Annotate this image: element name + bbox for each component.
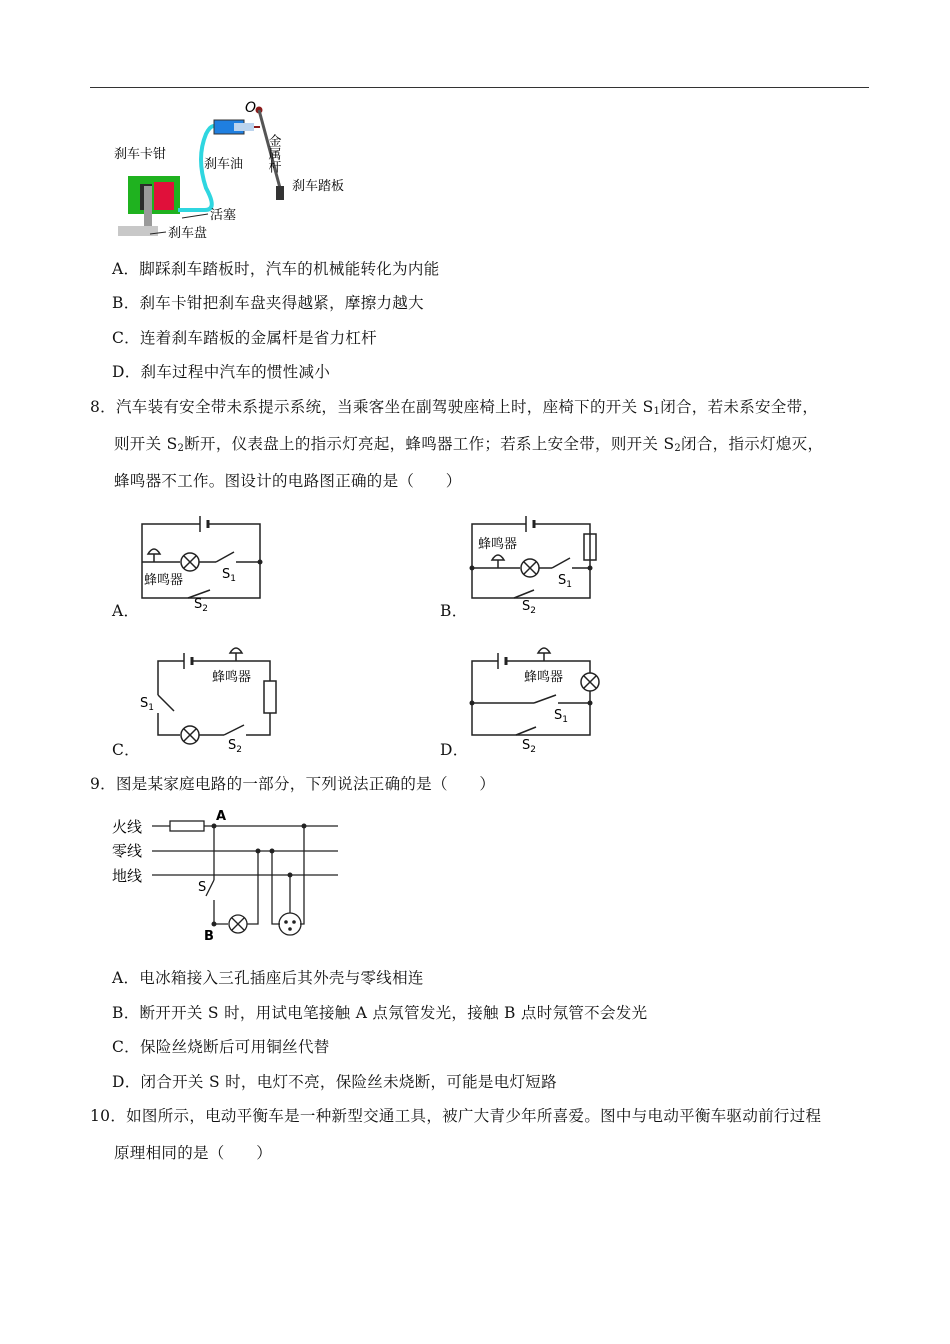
s1-label: $S_1$: [140, 696, 154, 713]
q7-option-c: C．连着刹车踏板的金属杆是省力杠杆: [112, 329, 377, 347]
s2-label: $S_2$: [522, 738, 536, 755]
ground-wire-label: 地线: [112, 867, 143, 885]
disc-label: 刹车盘: [168, 226, 208, 241]
q7-option-a: A．脚踩刹车踏板时，汽车的机械能转化为内能: [112, 260, 440, 278]
q9-option-c: C．保险丝烧断后可用铜丝代替: [112, 1038, 330, 1056]
point-b-label: B: [204, 929, 214, 944]
q8-option-d-letter: D．: [440, 741, 469, 759]
buzzer-label: 蜂鸣器: [524, 670, 564, 685]
q7-option-d: D．刹车过程中汽车的惯性减小: [112, 363, 331, 381]
brake-system-figure: [110, 98, 345, 243]
q9-option-b: B．断开开关 S 时，用试电笔接触 A 点氖管发光，接触 B 点时氖管不会发光: [112, 1004, 648, 1022]
cylinder-rod: [234, 123, 254, 131]
piston-block: [154, 182, 174, 210]
circuit-b: [462, 512, 612, 616]
brake-pedal: [276, 186, 284, 200]
point-a-label: A: [216, 809, 227, 824]
piston-label: 活塞: [210, 208, 237, 223]
caliper-label: 刹车卡钳: [114, 147, 167, 162]
household-circuit: [110, 804, 350, 944]
live-wire-label: 火线: [112, 818, 143, 836]
pedal-label: 刹车踏板: [292, 179, 345, 194]
q10-line-2: 原理相同的是（ ）: [114, 1144, 273, 1162]
q8-option-c-letter: C．: [112, 741, 140, 759]
q8-option-b-letter: B．: [440, 602, 468, 620]
s2-label: $S_2$: [228, 738, 242, 755]
q7-option-b: B．刹车卡钳把刹车盘夹得越紧，摩擦力越大: [112, 294, 424, 312]
s1-label: $S_1$: [558, 573, 572, 590]
s1-label: $S_1$: [554, 708, 568, 725]
switch-s-label: S: [198, 880, 207, 895]
q8-line-3: 蜂鸣器不工作。图设计的电路图正确的是（ ）: [114, 472, 462, 490]
q9-option-d: D．闭合开关 S 时，电灯不亮，保险丝未烧断，可能是电灯短路: [112, 1073, 557, 1091]
q9-option-a: A．电冰箱接入三孔插座后其外壳与零线相连: [112, 969, 424, 987]
s2-label: $S_2$: [522, 599, 536, 616]
q9-stem: 9．图是某家庭电路的一部分，下列说法正确的是（ ）: [90, 775, 496, 793]
q10-line-1: 10．如图所示，电动平衡车是一种新型交通工具，被广大青少年所喜爱。图中与电动平衡车驱动前行过程: [90, 1107, 822, 1125]
s1-label: $S_1$: [222, 567, 236, 584]
q8-option-a-letter: A．: [112, 602, 140, 620]
neutral-wire-label: 零线: [112, 842, 143, 860]
q8-line-1: 8．汽车装有安全带未系提示系统，当乘客坐在副驾驶座椅上时，座椅下的开关 $S_1$闭合，若未系安全带，: [90, 398, 819, 417]
circuit-d: [462, 645, 612, 755]
buzzer-label: 蜂鸣器: [212, 670, 252, 685]
q8-line-2: 则开关 $S_2$断开，仪表盘上的指示灯亮起，蜂鸣器工作；若系上安全带，则开关 $S_2$闭合，指示灯熄灭，: [114, 435, 824, 454]
pivot-label: O: [245, 100, 257, 116]
disc-base: [118, 226, 158, 236]
buzzer-label: 蜂鸣器: [478, 537, 518, 552]
brake-oil-label: 刹车油: [204, 157, 244, 172]
circuit-c: [132, 645, 282, 755]
piston-pointer: [182, 214, 208, 218]
buzzer-label: 蜂鸣器: [144, 573, 184, 588]
circuit-a: [132, 512, 272, 614]
s2-label: $S_2$: [194, 597, 208, 614]
metal-rod-label: 金属杆: [265, 134, 281, 173]
header-rule: [90, 87, 869, 88]
